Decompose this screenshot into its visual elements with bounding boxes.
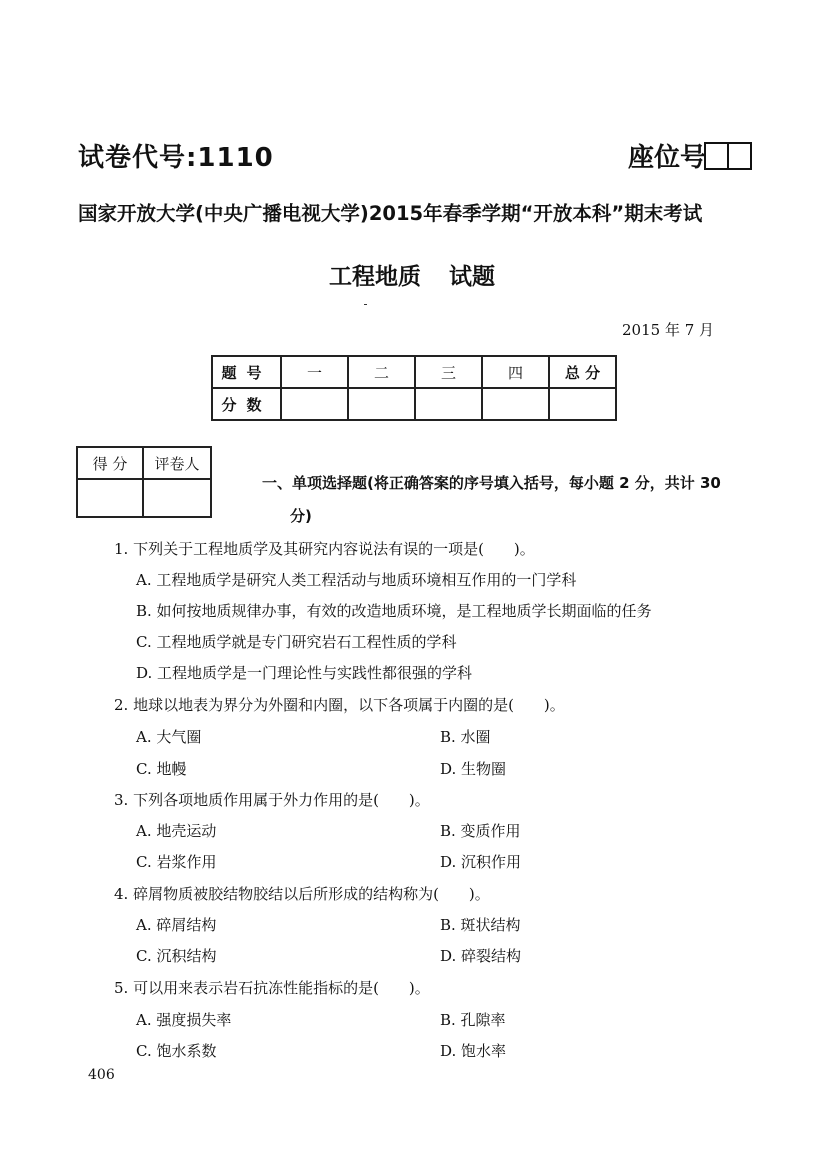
exam-date: 2015 年 7 月 bbox=[622, 321, 715, 339]
section-title: 一、单项选择题(将正确答案的序号填入括号，每小题 2 分，共计 30 bbox=[262, 474, 721, 492]
score-cell[interactable] bbox=[549, 388, 616, 420]
question-option: A. 大气圈 bbox=[136, 728, 202, 746]
question-option: B. 变质作用 bbox=[440, 822, 521, 840]
row-label-question: 题号 bbox=[212, 356, 281, 388]
col-header: 二 bbox=[348, 356, 415, 388]
question-stem: 4. 碎屑物质被胶结物胶结以后所形成的结构称为( )。 bbox=[114, 885, 490, 903]
page-number: 406 bbox=[88, 1067, 115, 1083]
paper-subject: 工程地质 bbox=[329, 264, 421, 290]
row-label-score: 分数 bbox=[212, 388, 281, 420]
score-cell[interactable] bbox=[415, 388, 482, 420]
question-stem: 5. 可以用来表示岩石抗冻性能指标的是( )。 bbox=[114, 979, 430, 997]
question-stem: 2. 地球以地表为界分为外圈和内圈，以下各项属于内圈的是( )。 bbox=[114, 696, 565, 714]
paper-kind: 试题 bbox=[449, 264, 495, 290]
question-option: C. 工程地质学就是专门研究岩石工程性质的学科 bbox=[136, 633, 457, 651]
grader-name-cell[interactable] bbox=[143, 479, 211, 517]
grader-score-header: 得 分 bbox=[77, 447, 143, 479]
question-stem: 3. 下列各项地质作用属于外力作用的是( )。 bbox=[114, 791, 430, 809]
question-option: B. 水圈 bbox=[440, 728, 491, 746]
question-option: C. 沉积结构 bbox=[136, 947, 217, 965]
seat-box[interactable] bbox=[727, 142, 752, 170]
question-option: D. 工程地质学是一门理论性与实践性都很强的学科 bbox=[136, 664, 473, 682]
question-option: B. 孔隙率 bbox=[440, 1011, 506, 1029]
stray-mark bbox=[364, 304, 367, 305]
question-option: D. 生物圈 bbox=[440, 760, 507, 778]
question-option: A. 强度损失率 bbox=[136, 1011, 232, 1029]
question-option: D. 饱水率 bbox=[440, 1042, 507, 1060]
score-cell[interactable] bbox=[348, 388, 415, 420]
grader-table bbox=[76, 446, 212, 518]
score-cell[interactable] bbox=[281, 388, 348, 420]
seat-label: 座位号 bbox=[628, 143, 707, 173]
section-title-cont: 分) bbox=[290, 507, 312, 525]
question-option: B. 斑状结构 bbox=[440, 916, 521, 934]
exam-title: 国家开放大学(中央广播电视大学)2015年春季学期“开放本科”期末考试 bbox=[78, 202, 703, 225]
col-header: 三 bbox=[415, 356, 482, 388]
question-option: A. 地壳运动 bbox=[136, 822, 217, 840]
question-option: C. 饱水系数 bbox=[136, 1042, 217, 1060]
seat-box[interactable] bbox=[704, 142, 729, 170]
score-table bbox=[211, 355, 617, 421]
col-header-total: 总 分 bbox=[549, 356, 616, 388]
seat-number bbox=[628, 137, 752, 174]
col-header: 四 bbox=[482, 356, 549, 388]
col-header: 一 bbox=[281, 356, 348, 388]
question-option: A. 碎屑结构 bbox=[136, 916, 217, 934]
question-option: C. 岩浆作用 bbox=[136, 853, 217, 871]
question-option: B. 如何按地质规律办事，有效的改造地质环境，是工程地质学长期面临的任务 bbox=[136, 602, 652, 620]
question-option: C. 地幔 bbox=[136, 760, 187, 778]
question-option: D. 沉积作用 bbox=[440, 853, 522, 871]
paper-title bbox=[329, 258, 495, 291]
paper-code: 试卷代号:1110 bbox=[78, 143, 274, 173]
grader-score-cell[interactable] bbox=[77, 479, 143, 517]
score-cell[interactable] bbox=[482, 388, 549, 420]
grader-name-header: 评卷人 bbox=[143, 447, 211, 479]
question-option: A. 工程地质学是研究人类工程活动与地质环境相互作用的一门学科 bbox=[136, 571, 577, 589]
question-stem: 1. 下列关于工程地质学及其研究内容说法有误的一项是( )。 bbox=[114, 540, 535, 558]
question-option: D. 碎裂结构 bbox=[440, 947, 522, 965]
